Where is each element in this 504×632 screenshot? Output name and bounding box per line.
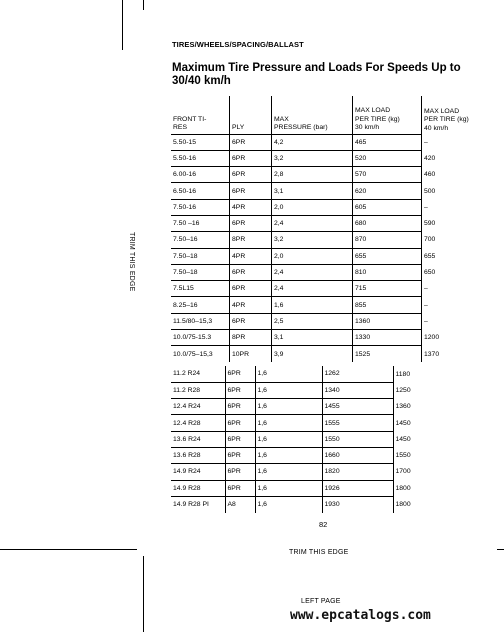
section-header: TIRES/WHEELS/SPACING/BALLAST (172, 40, 304, 49)
max-load-40: 1450 (393, 431, 491, 447)
max-pressure: 1,6 (272, 297, 353, 313)
ply-rating: 4PR (230, 248, 272, 264)
tire-size: 7.5L15 (171, 281, 230, 297)
max-pressure: 3,2 (272, 232, 353, 248)
tire-size: 7.50-16 (171, 199, 230, 215)
table-row (171, 183, 491, 199)
ply-rating: 6PR (225, 399, 255, 415)
max-load-40: 1700 (393, 464, 491, 480)
table-row (171, 150, 491, 166)
max-load-30: 810 (353, 264, 422, 280)
ply-rating: 6PR (225, 366, 255, 382)
max-pressure: 3,1 (272, 330, 353, 346)
bottom-trim-label: TRIM THIS EDGE (289, 549, 349, 556)
max-load-30: 1820 (322, 464, 393, 480)
max-load-30: 1930 (322, 496, 393, 512)
table-row (171, 330, 491, 346)
table-row (171, 215, 491, 231)
max-load-30: 1525 (353, 346, 422, 362)
table-row (171, 232, 491, 248)
max-load-30: 1330 (353, 330, 422, 346)
ply-rating: 8PR (230, 330, 272, 346)
table-row (171, 297, 491, 313)
max-load-40: – (422, 297, 492, 313)
tire-size: 7.50–18 (171, 248, 230, 264)
max-load-30: 870 (353, 232, 422, 248)
max-load-40: 420 (422, 150, 492, 166)
max-pressure: 1,6 (255, 464, 322, 480)
trim-line-left-bottom (0, 549, 137, 550)
crop-mark-top (143, 0, 144, 10)
tire-size: 8.25–16 (171, 297, 230, 313)
max-pressure: 1,6 (255, 415, 322, 431)
max-load-40: 700 (422, 232, 492, 248)
tire-size: 11.2 R24 (171, 366, 225, 382)
max-pressure: 2,0 (272, 248, 353, 264)
ply-rating: 8PR (230, 232, 272, 248)
max-load-30: 1340 (322, 382, 393, 398)
max-load-30: 1555 (322, 415, 393, 431)
ply-rating: 6PR (230, 167, 272, 183)
max-load-40: 500 (422, 183, 492, 199)
ply-rating: 6PR (225, 415, 255, 431)
ply-rating: 6PR (225, 447, 255, 463)
max-load-40: – (422, 281, 492, 297)
max-load-30: 605 (353, 199, 422, 215)
table-row (171, 382, 491, 398)
table-row (171, 346, 491, 362)
max-pressure: 1,6 (255, 366, 322, 382)
tire-size: 13.6 R28 (171, 447, 225, 463)
header-max-load-40: MAX LOAD PER TIRE (kg) 40 km/h (422, 96, 492, 134)
header-max-load-30: MAX LOAD PER TIRE (kg) 30 km/h (353, 96, 422, 134)
table-row (171, 480, 491, 496)
page-number: 82 (319, 520, 328, 529)
table-row (171, 496, 491, 512)
ply-rating: 4PR (230, 297, 272, 313)
watermark: www.epcatalogs.com (290, 608, 431, 623)
tire-size: 6.00-16 (171, 167, 230, 183)
max-pressure: 2,4 (272, 264, 353, 280)
tire-size: 11.5/80–15,3 (171, 313, 230, 329)
max-load-30: 1926 (322, 480, 393, 496)
header-max-pressure: MAX PRESSURE (bar) (272, 96, 353, 134)
table-row (171, 248, 491, 264)
page-side-label: LEFT PAGE (301, 598, 341, 605)
max-pressure: 1,6 (255, 399, 322, 415)
max-load-40: 460 (422, 167, 492, 183)
ply-rating: 6PR (230, 183, 272, 199)
max-pressure: 2,5 (272, 313, 353, 329)
tire-size: 14.9 R24 (171, 464, 225, 480)
max-load-40: 1370 (422, 346, 492, 362)
tire-size: 6.50-16 (171, 183, 230, 199)
table-row (171, 415, 491, 431)
max-load-30: 1550 (322, 431, 393, 447)
ply-rating: 6PR (230, 281, 272, 297)
ply-rating: 6PR (230, 313, 272, 329)
max-load-30: 465 (353, 134, 422, 150)
max-pressure: 2,4 (272, 281, 353, 297)
max-load-40: 590 (422, 215, 492, 231)
ply-rating: 6PR (225, 382, 255, 398)
table-row (171, 464, 491, 480)
tire-size: 14.9 R28 (171, 480, 225, 496)
table-row (171, 366, 491, 382)
tire-size: 12.4 R28 (171, 415, 225, 431)
max-load-40: – (422, 199, 492, 215)
max-pressure: 1,6 (255, 480, 322, 496)
tire-size: 7.50 –16 (171, 215, 230, 231)
max-load-40: – (422, 313, 492, 329)
ply-rating: 6PR (230, 134, 272, 150)
max-pressure: 1,6 (255, 382, 322, 398)
table-row (171, 313, 491, 329)
ply-rating: 6PR (225, 464, 255, 480)
max-load-30: 1455 (322, 399, 393, 415)
rear-tire-table (171, 366, 491, 513)
trim-line-bottom-vertical (143, 556, 144, 632)
ply-rating: 4PR (230, 199, 272, 215)
tire-size: 5.50-15 (171, 134, 230, 150)
max-load-40: 1200 (422, 330, 492, 346)
tire-size: 10.0/75-15.3 (171, 330, 230, 346)
ply-rating: 6PR (230, 264, 272, 280)
table-row (171, 399, 491, 415)
tire-size: 13.6 R24 (171, 431, 225, 447)
max-load-40: 1360 (393, 399, 491, 415)
max-pressure: 3,2 (272, 150, 353, 166)
table-row (171, 264, 491, 280)
max-load-30: 655 (353, 248, 422, 264)
front-tire-table (171, 96, 491, 362)
table-row (171, 167, 491, 183)
table-header-row (171, 96, 491, 134)
header-tire-size: FRONT TI- RES (173, 115, 207, 131)
ply-rating: 6PR (225, 480, 255, 496)
max-load-40: 1250 (393, 382, 491, 398)
tire-size: 10.0/75–15,3 (173, 350, 213, 358)
tire-size: 7.50–16 (171, 232, 230, 248)
max-load-30: 570 (353, 167, 422, 183)
table-row (171, 431, 491, 447)
max-pressure: 1,6 (255, 447, 322, 463)
max-load-30: 715 (353, 281, 422, 297)
ply-rating: 6PR (230, 150, 272, 166)
header-ply: PLY (230, 96, 272, 134)
ply-rating: A8 (225, 496, 255, 512)
side-trim-label: TRIM THIS EDGE (128, 232, 135, 292)
ply-rating: 10PR (230, 346, 272, 362)
ply-rating: 6PR (225, 431, 255, 447)
max-pressure: 2,8 (272, 167, 353, 183)
max-pressure: 2,0 (272, 199, 353, 215)
tire-size: 7.50–18 (171, 264, 230, 280)
max-load-40: 1180 (393, 366, 491, 382)
table-row (171, 134, 491, 150)
max-load-30: 855 (353, 297, 422, 313)
max-load-40: 1450 (393, 415, 491, 431)
page-title: Maximum Tire Pressure and Loads For Speeds Up to 30/40 km/h (172, 62, 461, 87)
max-load-40: 655 (422, 248, 492, 264)
tire-size: 12.4 R24 (171, 399, 225, 415)
max-pressure: 2,4 (272, 215, 353, 231)
max-pressure: 1,6 (255, 496, 322, 512)
trim-line-top (122, 0, 123, 50)
max-pressure: 3,1 (272, 183, 353, 199)
crop-mark-right (497, 549, 504, 550)
max-load-30: 520 (353, 150, 422, 166)
max-pressure: 1,6 (255, 431, 322, 447)
tire-size: 14.9 R28 PI (173, 501, 209, 509)
max-load-30: 1660 (322, 447, 393, 463)
max-load-40: – (422, 134, 492, 150)
max-load-30: 1360 (353, 313, 422, 329)
max-load-30: 620 (353, 183, 422, 199)
max-load-40: 1800 (393, 496, 491, 512)
ply-rating: 6PR (230, 215, 272, 231)
max-load-40: 1800 (393, 480, 491, 496)
tire-size: 5.50-16 (171, 150, 230, 166)
max-load-40: 1550 (393, 447, 491, 463)
max-load-40: 650 (422, 264, 492, 280)
table-row (171, 447, 491, 463)
tire-size: 11.2 R28 (171, 382, 225, 398)
table-row (171, 281, 491, 297)
max-load-30: 1262 (322, 366, 393, 382)
table-row (171, 199, 491, 215)
max-pressure: 4,2 (272, 134, 353, 150)
max-load-30: 680 (353, 215, 422, 231)
max-pressure: 3,9 (272, 346, 353, 362)
